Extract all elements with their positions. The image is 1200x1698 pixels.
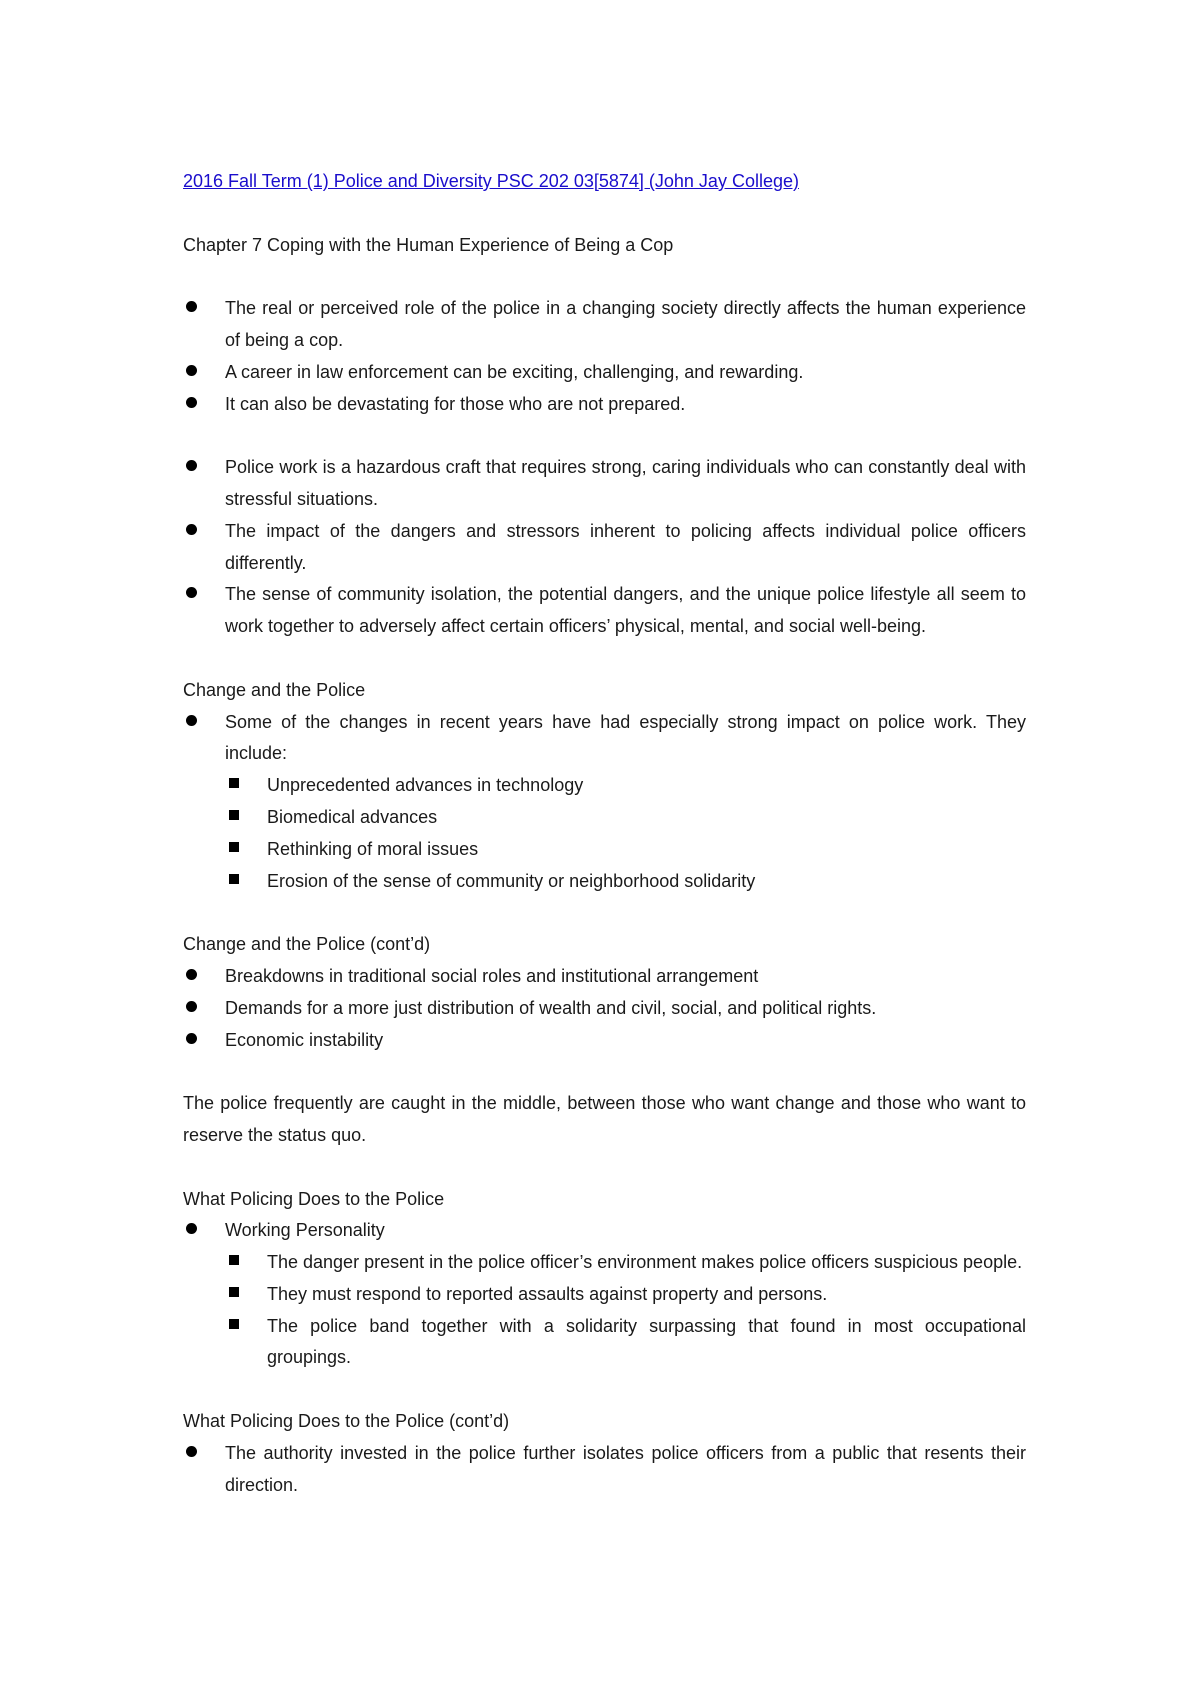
sub-list-item: They must respond to reported assaults against property and persons. bbox=[183, 1279, 1026, 1311]
sub-list-item: The danger present in the police officer’s environment makes police officers suspicious people. bbox=[183, 1247, 1026, 1279]
course-link[interactable]: 2016 Fall Term (1) Police and Diversity PSC 202 03[5874] (John Jay College) bbox=[183, 171, 799, 191]
chapter-title: Chapter 7 Coping with the Human Experience of Being a Cop bbox=[183, 234, 674, 255]
sub-list-item: Erosion of the sense of community or neighborhood solidarity bbox=[183, 866, 1026, 898]
bullet-icon bbox=[186, 715, 197, 726]
list-item: It can also be devastating for those who are not prepared. bbox=[183, 389, 1026, 421]
list-item: Police work is a hazardous craft that requires strong, caring individuals who can constantly deal with stressful situations. bbox=[183, 452, 1026, 516]
square-bullet-icon bbox=[229, 1255, 239, 1265]
list-item: The sense of community isolation, the potential dangers, and the unique police lifestyle all seem to work together to adversely affect certain officers’ physical, mental, and social well-being. bbox=[183, 579, 1026, 643]
bullet-icon bbox=[186, 969, 197, 980]
list-item: The authority invested in the police further isolates police officers from a public that resents their direction. bbox=[183, 1438, 1026, 1502]
bullet-icon bbox=[186, 587, 197, 598]
list-item: Demands for a more just distribution of wealth and civil, social, and political rights. bbox=[183, 993, 1026, 1025]
list-item: Working Personality bbox=[183, 1215, 1026, 1247]
paragraph: The police frequently are caught in the middle, between those who want change and those who want to reserve the status quo. bbox=[183, 1093, 1026, 1145]
course-link-line bbox=[183, 166, 1026, 198]
list-item: The impact of the dangers and stressors inherent to policing affects individual police officers differently. bbox=[183, 516, 1026, 580]
list-item: Breakdowns in traditional social roles and institutional arrangement bbox=[183, 961, 1026, 993]
bullet-icon bbox=[186, 1446, 197, 1457]
sub-list-item: Biomedical advances bbox=[183, 802, 1026, 834]
list-item: The real or perceived role of the police in a changing society directly affects the human experience of being a cop. bbox=[183, 293, 1026, 357]
bullet-icon bbox=[186, 301, 197, 312]
sub-list-item: Unprecedented advances in technology bbox=[183, 770, 1026, 802]
square-bullet-icon bbox=[229, 810, 239, 820]
square-bullet-icon bbox=[229, 874, 239, 884]
list-item: Economic instability bbox=[183, 1025, 1026, 1057]
section-heading: Change and the Police (cont’d) bbox=[183, 934, 431, 955]
bullet-icon bbox=[186, 1223, 197, 1234]
sub-list-item: The police band together with a solidarity surpassing that found in most occupational groupings. bbox=[183, 1311, 1026, 1375]
bullet-icon bbox=[186, 460, 197, 471]
bullet-icon bbox=[186, 524, 197, 535]
section-heading: Change and the Police bbox=[183, 679, 366, 700]
square-bullet-icon bbox=[229, 778, 239, 788]
list-item: A career in law enforcement can be exciting, challenging, and rewarding. bbox=[183, 357, 1026, 389]
section-heading: What Policing Does to the Police bbox=[183, 1188, 445, 1209]
document-body bbox=[183, 166, 1026, 1501]
bullet-icon bbox=[186, 1033, 197, 1044]
list-item: Some of the changes in recent years have had especially strong impact on police work. They include: bbox=[183, 707, 1026, 771]
bullet-icon bbox=[186, 1001, 197, 1012]
square-bullet-icon bbox=[229, 1319, 239, 1329]
square-bullet-icon bbox=[229, 842, 239, 852]
sub-list-item: Rethinking of moral issues bbox=[183, 834, 1026, 866]
square-bullet-icon bbox=[229, 1287, 239, 1297]
bullet-icon bbox=[186, 365, 197, 376]
bullet-icon bbox=[186, 397, 197, 408]
section-heading: What Policing Does to the Police (cont’d) bbox=[183, 1411, 510, 1432]
